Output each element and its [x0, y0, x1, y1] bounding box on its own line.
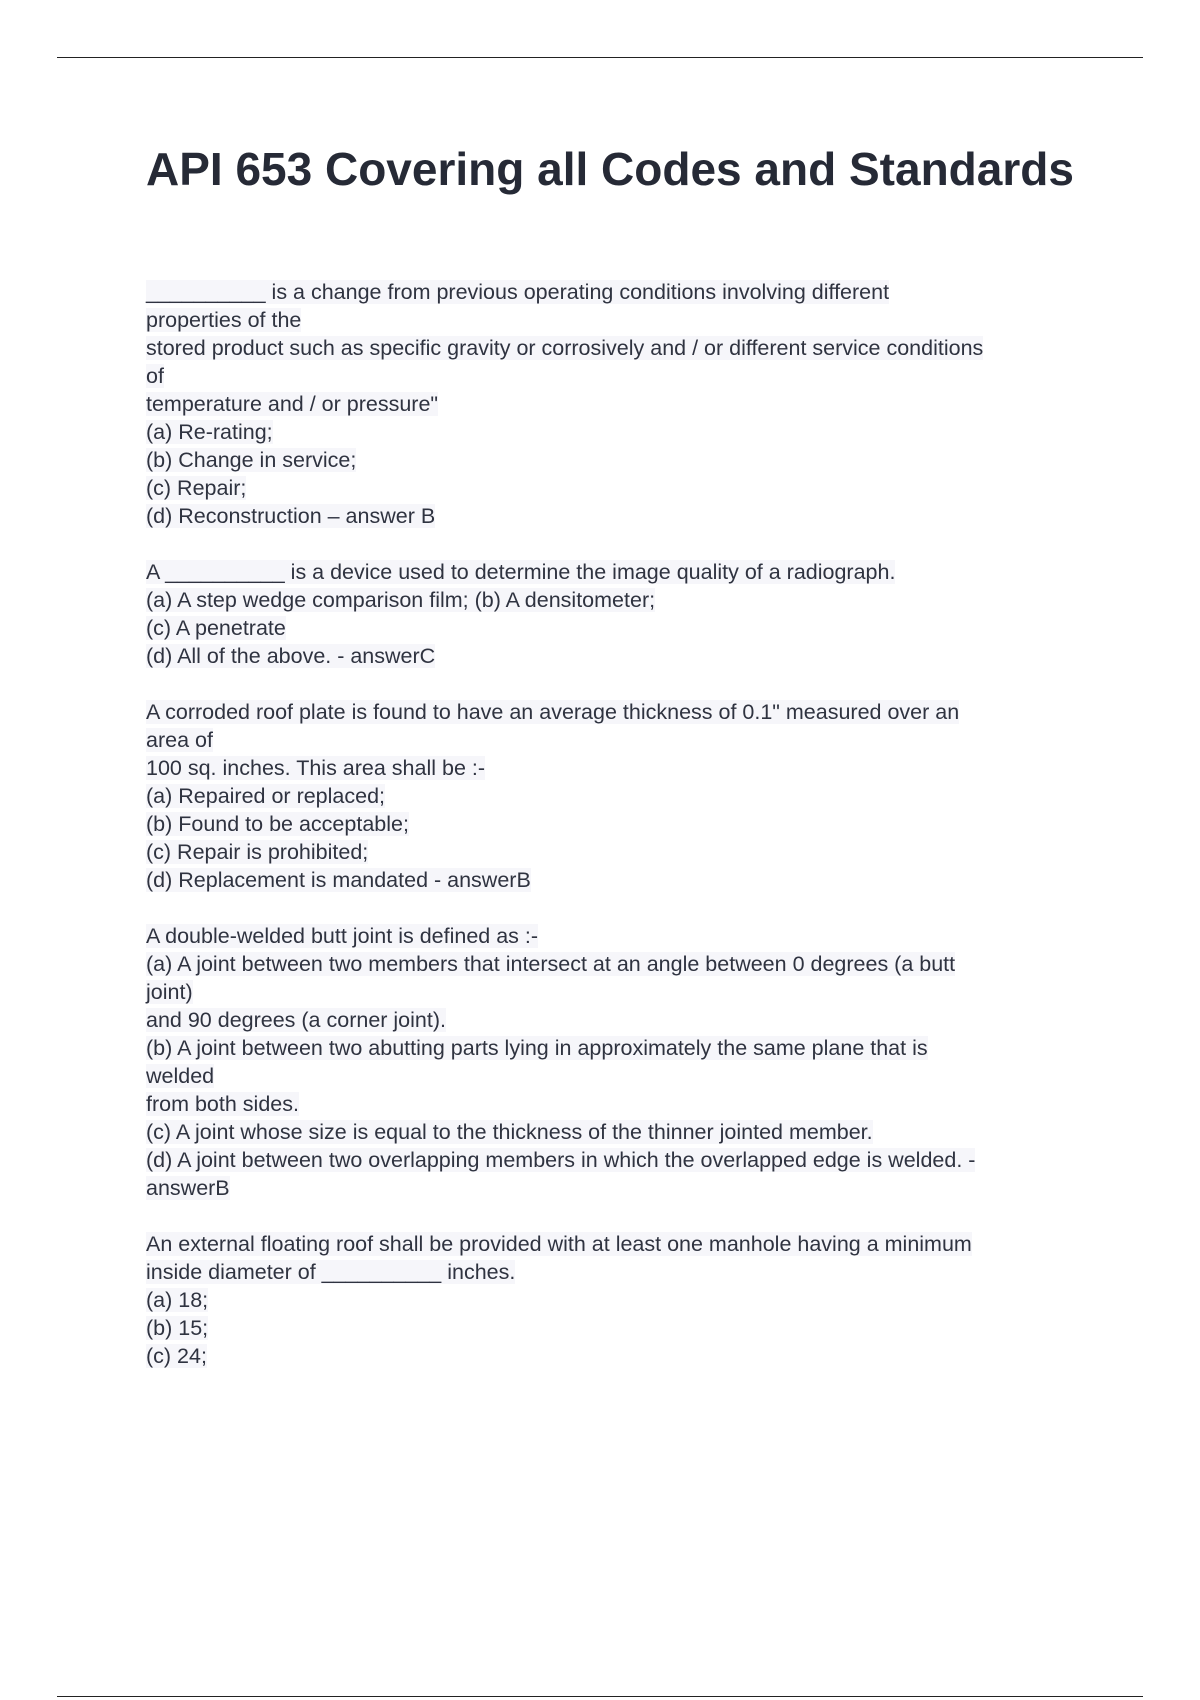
answer-option: (d) Replacement is mandated - answerB [146, 868, 531, 892]
answer-option: (b) Found to be acceptable; [146, 812, 409, 836]
answer-option: (a) Repaired or replaced; [146, 784, 386, 808]
question-line: __________ is a change from previous operating conditions involving different [146, 280, 890, 304]
answer-option: (c) A joint whose size is equal to the thickness of the thinner jointed member. [146, 1120, 873, 1144]
answer-option: (d) All of the above. - answerC [146, 644, 436, 668]
document-page [146, 140, 1106, 1398]
question-line: 100 sq. inches. This area shall be :- [146, 756, 486, 780]
answer-option: (c) A penetrate [146, 616, 286, 640]
answer-option: (c) Repair; [146, 476, 247, 500]
answer-option: (b) Change in service; [146, 448, 357, 472]
question-1 [146, 278, 1106, 530]
question-3 [146, 698, 1106, 894]
answer-option: welded [146, 1064, 215, 1088]
header-rule [57, 57, 1143, 58]
answer-option: (b) 15; [146, 1316, 209, 1340]
answer-option: (d) A joint between two overlapping members in which the overlapped edge is welded. - [146, 1148, 976, 1172]
question-4 [146, 922, 1106, 1202]
question-line: A __________ is a device used to determine the image quality of a radiograph. [146, 560, 896, 584]
answer-option: (b) A joint between two abutting parts lying in approximately the same plane that is [146, 1036, 928, 1060]
answer-option: (a) 18; [146, 1288, 209, 1312]
answer-option: (c) Repair is prohibited; [146, 840, 369, 864]
question-line: area of [146, 728, 213, 752]
answer-option: and 90 degrees (a corner joint). [146, 1008, 446, 1032]
answer-option: (a) A joint between two members that intersect at an angle between 0 degrees (a butt [146, 952, 956, 976]
question-line: properties of the [146, 308, 302, 332]
answer-option: answerB [146, 1176, 230, 1200]
question-line: A double-welded butt joint is defined as :- [146, 924, 539, 948]
question-line: A corroded roof plate is found to have an average thickness of 0.1" measured over an [146, 700, 960, 724]
answer-option: joint) [146, 980, 193, 1004]
answer-option: (c) 24; [146, 1344, 207, 1368]
question-line: of [146, 364, 164, 388]
answer-option: (a) Re-rating; [146, 420, 273, 444]
question-list [146, 278, 1106, 1370]
document-title: API 653 Covering all Codes and Standards [146, 143, 1074, 195]
question-line: temperature and / or pressure" [146, 392, 439, 416]
answer-option: (a) A step wedge comparison film; (b) A densitometer; [146, 588, 656, 612]
answer-option: (d) Reconstruction – answer B [146, 504, 436, 528]
question-line: An external floating roof shall be provided with at least one manhole having a minimum [146, 1232, 972, 1256]
question-line: stored product such as specific gravity or corrosively and / or different service conditions [146, 336, 984, 360]
footer-rule [57, 1696, 1143, 1697]
question-5 [146, 1230, 1106, 1370]
question-line: inside diameter of __________ inches. [146, 1260, 516, 1284]
question-2 [146, 558, 1106, 670]
answer-option: from both sides. [146, 1092, 299, 1116]
